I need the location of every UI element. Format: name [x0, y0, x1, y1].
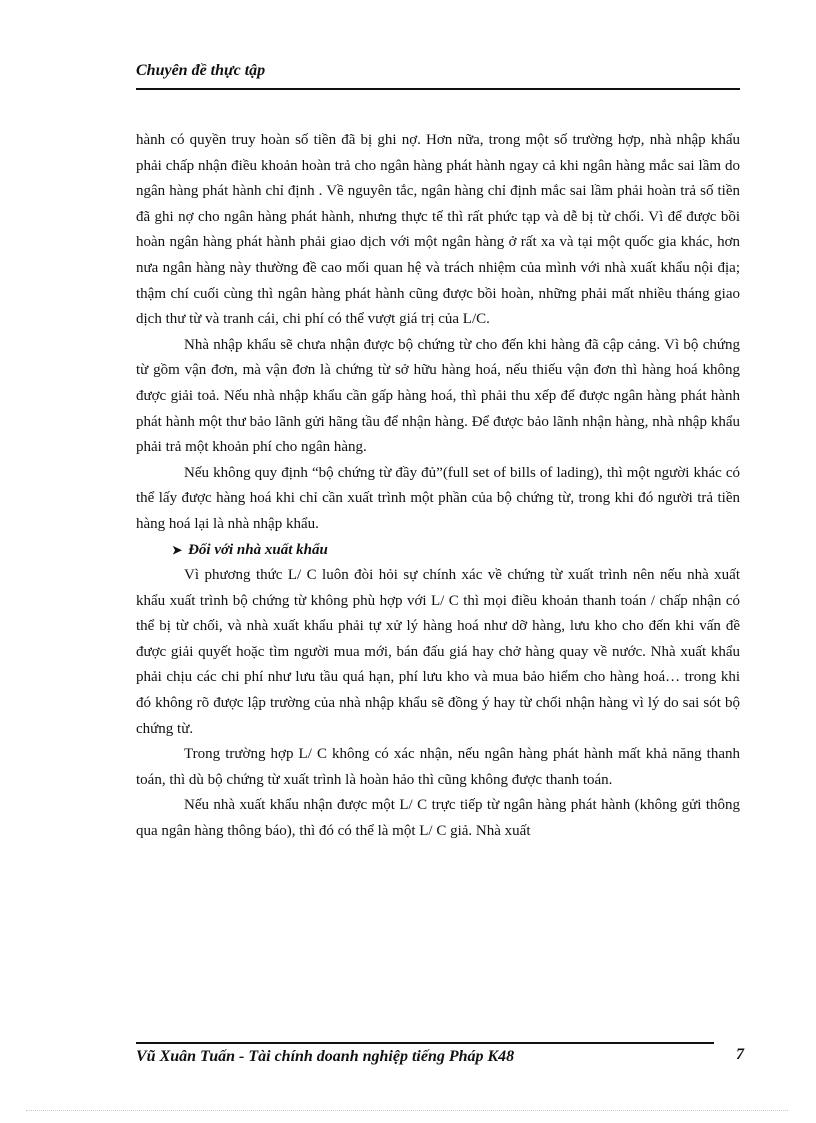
footer-author: Vũ Xuân Tuấn - Tài chính doanh nghiệp tiếng Pháp K48 [136, 1048, 515, 1065]
section-heading-label: Đối với nhà xuất khẩu [188, 541, 328, 558]
paragraph: Nếu không quy định “bộ chứng từ đầy đủ”(full set of bills of lading), thì một người khác có thể lấy được hàng hoá khi chỉ cần xuất trình một phần của bộ chứng từ, trong khi đó người trả tiền hàng hoá lại là nhà nhập khẩu. [136, 464, 740, 532]
page-header [136, 62, 740, 90]
document-body [136, 128, 740, 845]
arrow-bullet-icon: ➤ [172, 542, 183, 557]
page-number: 7 [736, 1046, 744, 1063]
paragraph: Nhà nhập khẩu sẽ chưa nhận được bộ chứng từ cho đến khi hàng đã cập cảng. Vì bộ chứng từ gồm vận đơn, mà vận đơn là chứng từ sở hữu hàng hoá, nếu thiếu vận đơn thì hàng hoá không được giải toả. Nếu nhà nhập khẩu cần gấp hàng hoá, thì phải thu xếp để được ngân hàng phát hành phát hành một thư bảo lãnh gửi hãng tầu để nhận hàng. Để được bảo lãnh nhận hàng, nhà nhập khẩu phải trả một khoản phí cho ngân hàng. [136, 336, 740, 456]
page-footer [136, 1042, 714, 1065]
page-bottom-divider [26, 1110, 788, 1111]
paragraph: Vì phương thức L/ C luôn đòi hỏi sự chính xác về chứng từ xuất trình nên nếu nhà xuất khẩu xuất trình bộ chứng từ không phù hợp với L/ C thì mọi điều khoản thanh toán / chấp nhận có thể bị từ chối, và nhà xuất khẩu phải tự xử lý hàng hoá như dỡ hàng, lưu kho cho đến khi vấn đề được giải quyết hoặc tìm người mua mới, bán đấu giá hay chở hàng quay về nước. Nhà xuất khẩu phải chịu các chi phí như lưu tầu quá hạn, phí lưu kho và mua bảo hiểm cho hàng hoá… trong khi đó không rõ được lập trường của nhà nhập khẩu sẽ đồng ý hay từ chối nhận hàng vì lý do sai sót bộ chứng từ. [136, 567, 740, 737]
paragraph: Nếu nhà xuất khẩu nhận được một L/ C trực tiếp từ ngân hàng phát hành (không gửi thông qua ngân hàng thông báo), thì đó có thể là một L/ C giả. Nhà xuất [136, 797, 740, 840]
header-title: Chuyên đề thực tập [136, 62, 266, 79]
paragraph: Trong trường hợp L/ C không có xác nhận, nếu ngân hàng phát hành mất khả năng thanh toán, thì dù bộ chứng từ xuất trình là hoàn hảo thì cũng không được thanh toán. [136, 746, 740, 788]
paragraph: hành có quyền truy hoàn số tiền đã bị ghi nợ. Hơn nữa, trong một số trường hợp, nhà nhập khẩu phải chấp nhận điều khoản hoàn trả cho ngân hàng phát hành ngay cả khi ngân hàng mắc sai lầm do ngân hàng phát hành chỉ định . Về nguyên tắc, ngân hàng chỉ định mắc sai lầm phải hoàn trả số tiền đã ghi nợ cho ngân hàng phát hành, nhưng thực tế thì rất phức tạp và dễ bị từ chối. Vì để được bồi hoàn ngân hàng phát hành phải giao dịch với một ngân hàng ở rất xa và tại một quốc gia khác, hơn nưa ngân hàng này thường đề cao mối quan hệ và trách nhiệm của mình với nhà xuất khẩu nội địa; thậm chí cuối cùng thì ngân hàng phát hành cũng được bồi hoàn, những phải mất nhiều tháng giao dịch thư từ và tranh cái, chi phí có thể vượt giá trị của L/C. [136, 132, 740, 328]
section-heading [136, 538, 740, 564]
